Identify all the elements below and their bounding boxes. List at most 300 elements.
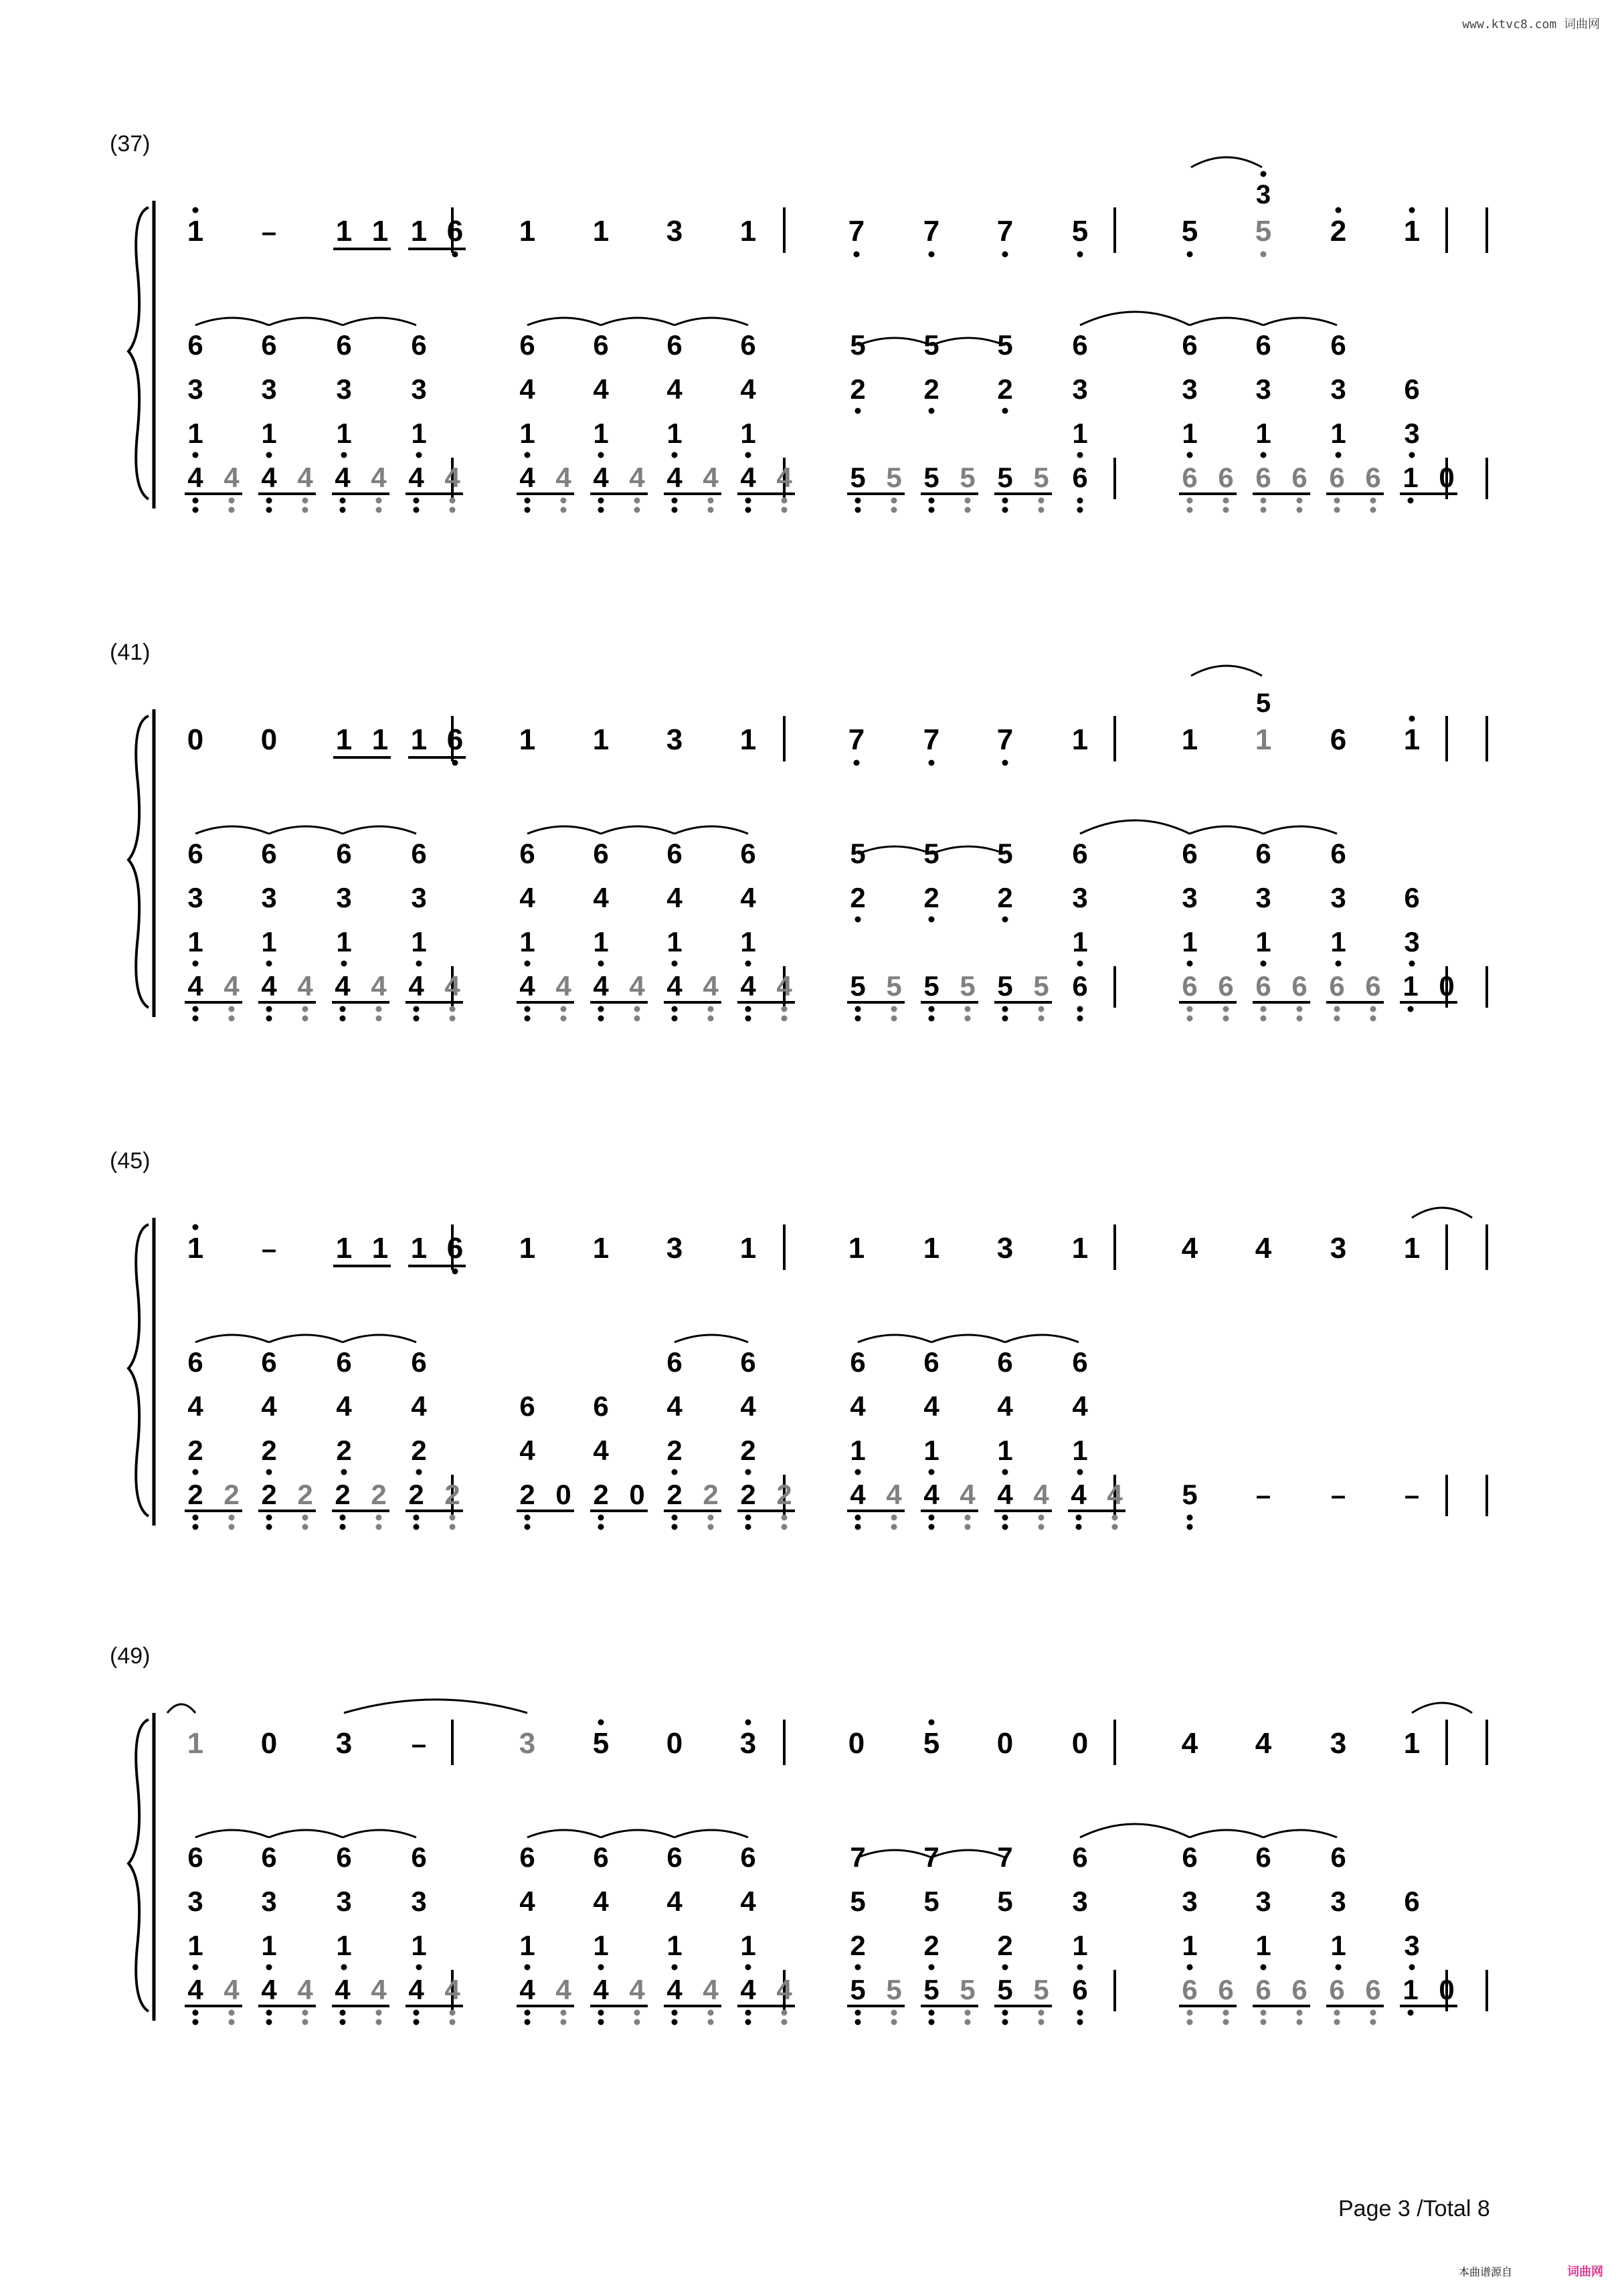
octave-dot <box>525 1524 531 1530</box>
chord-note: 3 <box>187 882 203 913</box>
octave-dot <box>193 1006 199 1012</box>
chord-note: 2 <box>740 1435 756 1466</box>
bass-note: 2 <box>371 1479 387 1510</box>
octave-dot <box>416 1965 422 1971</box>
melody-note: 3 <box>666 723 683 756</box>
octave-dot <box>302 1515 308 1521</box>
octave-dot <box>302 2019 308 2025</box>
octave-dot <box>525 1515 531 1521</box>
octave-dot <box>266 1965 272 1971</box>
score-system <box>128 666 1487 1022</box>
octave-dot <box>414 507 420 513</box>
chord-note: 1 <box>593 1930 609 1961</box>
octave-dot <box>1408 2010 1414 2016</box>
chord-note: 3 <box>261 1886 277 1917</box>
octave-dot <box>598 1515 604 1521</box>
bass-note: 4 <box>335 1974 351 2005</box>
octave-dot <box>782 1515 788 1521</box>
bass-note: 4 <box>666 970 683 1002</box>
melody-note: 0 <box>260 1727 278 1760</box>
bass-note: 5 <box>850 1974 866 2005</box>
bass-note: 0 <box>1439 1974 1455 2005</box>
octave-dot <box>1370 2019 1376 2025</box>
octave-dot <box>525 1965 531 1971</box>
bass-note: 5 <box>1033 462 1049 493</box>
chord-note: 6 <box>261 838 277 869</box>
chord-note: 3 <box>1330 882 1346 913</box>
octave-dot <box>708 498 714 504</box>
chord-note: 3 <box>411 882 427 913</box>
bass-note: 2 <box>776 1479 792 1510</box>
tie-arc <box>1191 157 1262 167</box>
bass-note: 2 <box>223 1479 240 1510</box>
octave-dot <box>745 1515 751 1521</box>
octave-dot <box>376 507 382 513</box>
octave-dot <box>229 1016 235 1022</box>
chord-note: 6 <box>1182 838 1198 869</box>
chord-note: 6 <box>261 1346 277 1378</box>
bass-note: 6 <box>1255 970 1271 1002</box>
octave-dot <box>376 1515 382 1521</box>
octave-dot <box>193 1965 199 1971</box>
bass-note: 6 <box>1072 970 1088 1002</box>
system-number: (45) <box>110 1148 151 1174</box>
chord-note: 4 <box>923 1390 939 1422</box>
octave-dot <box>929 1469 935 1475</box>
chord-note: 5 <box>850 838 866 869</box>
bass-note: 4 <box>593 970 609 1002</box>
octave-dot <box>929 1515 935 1521</box>
chord-note: 1 <box>850 1435 866 1466</box>
sustain-dash: – <box>411 1730 427 1759</box>
octave-dot <box>341 1965 347 1971</box>
octave-dot <box>1370 1016 1376 1022</box>
octave-dot <box>1261 1006 1267 1012</box>
octave-dot <box>672 507 678 513</box>
bass-note: 4 <box>555 462 571 493</box>
tie-arc <box>674 1335 748 1342</box>
chord-note: 6 <box>1330 838 1346 869</box>
bass-note: 4 <box>1033 1479 1049 1510</box>
melody-note: 0 <box>848 1727 865 1760</box>
octave-dot <box>414 2010 420 2016</box>
octave-dot <box>745 1720 751 1726</box>
octave-dot <box>598 1006 604 1012</box>
chord-note: 6 <box>850 1346 866 1378</box>
octave-dot <box>1039 1524 1045 1530</box>
melody-note: 1 <box>519 1232 536 1265</box>
chord-note: 6 <box>1072 1841 1088 1873</box>
chord-note: 1 <box>261 1930 277 1961</box>
octave-dot <box>1187 1515 1193 1521</box>
octave-dot <box>598 498 604 504</box>
octave-dot <box>965 498 971 504</box>
octave-dot <box>525 1006 531 1012</box>
bass-note: 5 <box>997 462 1013 493</box>
octave-dot <box>414 498 420 504</box>
octave-dot <box>1409 452 1415 458</box>
bass-note: 5 <box>923 462 939 493</box>
octave-dot <box>929 2019 935 2025</box>
chord-note: 3 <box>336 1886 352 1917</box>
melody-note: 1 <box>739 723 757 756</box>
bass-note: 5 <box>1033 970 1049 1002</box>
melody-note: 5 <box>923 1727 940 1760</box>
octave-dot <box>965 2019 971 2025</box>
chord-note: 6 <box>1404 882 1420 913</box>
octave-dot <box>340 507 346 513</box>
chord-note: 6 <box>187 838 203 869</box>
chord-note: 3 <box>1404 1930 1420 1961</box>
bass-note: 6 <box>1255 1974 1271 2005</box>
chord-note: 6 <box>519 329 535 361</box>
bass-note: 1 <box>1403 462 1419 493</box>
melody-note: 5 <box>1255 215 1272 248</box>
chord-note: 1 <box>666 926 683 957</box>
octave-dot <box>634 2019 640 2025</box>
tie-arc <box>343 318 416 325</box>
bass-note: 1 <box>1403 970 1419 1002</box>
octave-dot <box>416 961 422 967</box>
octave-dot <box>414 1006 420 1012</box>
octave-dot <box>1187 2019 1193 2025</box>
chord-note: 6 <box>666 1841 683 1873</box>
octave-dot <box>745 1016 751 1022</box>
bass-note: 6 <box>1365 1974 1381 2005</box>
bass-note: 5 <box>997 970 1013 1002</box>
octave-dot <box>1002 917 1008 923</box>
chord-note: 6 <box>519 1390 535 1422</box>
tie-arc <box>1190 318 1263 325</box>
chord-note: 3 <box>1182 882 1198 913</box>
chord-note: 7 <box>850 1841 866 1873</box>
octave-dot <box>525 507 531 513</box>
bass-note: 4 <box>519 462 535 493</box>
octave-dot <box>1039 1515 1045 1521</box>
octave-dot <box>891 507 897 513</box>
bass-note: 4 <box>297 1974 313 2005</box>
octave-dot <box>1409 961 1415 967</box>
bass-note: 5 <box>923 970 939 1002</box>
chord-note: 6 <box>740 329 756 361</box>
bass-note: 6 <box>1329 970 1345 1002</box>
octave-dot <box>1409 716 1415 722</box>
octave-dot <box>266 2010 272 2016</box>
chord-note: 4 <box>740 882 756 913</box>
tie-arc <box>858 1335 931 1342</box>
melody-note: 6 <box>446 1232 464 1265</box>
octave-dot <box>634 507 640 513</box>
score-system <box>128 1208 1487 1530</box>
bass-note: 5 <box>886 462 902 493</box>
melody-note: 1 <box>1403 1232 1421 1265</box>
octave-dot <box>1261 961 1267 967</box>
octave-dot <box>1002 507 1008 513</box>
bass-note: 2 <box>593 1479 609 1510</box>
bass-note: 4 <box>223 970 240 1002</box>
chord-note: 3 <box>411 1886 427 1917</box>
chord-note: 6 <box>411 838 427 869</box>
octave-dot <box>525 961 531 967</box>
bass-note: 5 <box>886 970 902 1002</box>
octave-dot <box>855 1965 861 1971</box>
chord-note: 3 <box>1255 882 1271 913</box>
bass-note: 2 <box>297 1479 313 1510</box>
octave-dot <box>525 498 531 504</box>
octave-dot <box>598 1016 604 1022</box>
octave-dot <box>891 498 897 504</box>
octave-dot <box>1336 207 1342 213</box>
chord-note: 2 <box>923 373 939 405</box>
bass-note: 4 <box>371 970 387 1002</box>
chord-note: 4 <box>593 1435 609 1466</box>
footer-source-label: 本曲谱源自 <box>1459 2266 1513 2278</box>
chord-note: 1 <box>336 926 352 957</box>
octave-dot <box>1334 2010 1340 2016</box>
chord-note: 1 <box>997 1435 1013 1466</box>
chord-note: 6 <box>519 1841 535 1873</box>
chord-note: 6 <box>411 1841 427 1873</box>
tie-arc <box>601 826 674 834</box>
sustain-dash: – <box>261 1235 277 1264</box>
octave-dot <box>929 408 935 414</box>
octave-dot <box>450 1515 456 1521</box>
tie-arc <box>1263 318 1337 325</box>
octave-dot <box>193 207 199 213</box>
chord-note: 1 <box>1182 418 1198 449</box>
chord-note: 5 <box>850 329 866 361</box>
octave-dot <box>1002 1524 1008 1530</box>
octave-dot <box>1297 1016 1303 1022</box>
octave-dot <box>561 1016 567 1022</box>
octave-dot <box>891 1515 897 1521</box>
bass-note: 2 <box>261 1479 277 1510</box>
melody-note: 0 <box>666 1727 683 1760</box>
chord-note: 5 <box>923 329 939 361</box>
chord-note: 1 <box>1255 418 1271 449</box>
melody-note: 1 <box>1403 1727 1421 1760</box>
chord-note: 1 <box>519 1930 535 1961</box>
melody-note: 6 <box>1330 723 1347 756</box>
bass-note: 6 <box>1182 462 1198 493</box>
octave-dot <box>266 1524 272 1530</box>
melody-note: 1 <box>410 723 428 756</box>
chord-note: 6 <box>336 329 352 361</box>
octave-dot <box>929 1006 935 1012</box>
octave-dot <box>1187 507 1193 513</box>
tie-arc <box>931 338 1005 345</box>
octave-dot <box>525 452 531 458</box>
octave-dot <box>450 1006 456 1012</box>
octave-dot <box>450 498 456 504</box>
octave-dot <box>745 1524 751 1530</box>
bass-note: 6 <box>1072 462 1088 493</box>
octave-dot <box>598 2010 604 2016</box>
bass-note: 4 <box>297 462 313 493</box>
octave-dot <box>340 1515 346 1521</box>
octave-dot <box>854 252 860 258</box>
octave-dot <box>1187 1016 1193 1022</box>
melody-note: 0 <box>996 1727 1014 1760</box>
octave-dot <box>1076 1524 1082 1530</box>
bass-note: 4 <box>666 1974 683 2005</box>
chord-note: 6 <box>923 1346 939 1378</box>
octave-dot <box>416 1469 422 1475</box>
octave-dot <box>229 507 235 513</box>
octave-dot <box>1297 1006 1303 1012</box>
octave-dot <box>1002 1006 1008 1012</box>
chord-note: 4 <box>1072 1390 1088 1422</box>
octave-dot <box>561 1006 567 1012</box>
octave-dot <box>1370 498 1376 504</box>
bass-note: 0 <box>1439 462 1455 493</box>
bass-note: 6 <box>1365 462 1381 493</box>
bass-note: 4 <box>444 462 460 493</box>
octave-dot <box>745 507 751 513</box>
chord-note: 6 <box>187 1841 203 1873</box>
octave-dot <box>1039 2019 1045 2025</box>
bass-note: 4 <box>187 462 203 493</box>
chord-note: 3 <box>187 373 203 405</box>
bass-note: 4 <box>408 462 424 493</box>
octave-dot <box>1002 760 1008 766</box>
octave-dot <box>891 1016 897 1022</box>
octave-dot <box>1039 1006 1045 1012</box>
bass-note: 4 <box>776 970 792 1002</box>
chord-note: 4 <box>261 1390 277 1422</box>
octave-dot <box>266 1469 272 1475</box>
octave-dot <box>1077 1006 1083 1012</box>
chord-note: 6 <box>740 1841 756 1873</box>
chord-note: 3 <box>261 373 277 405</box>
octave-dot <box>672 452 678 458</box>
chord-note: 1 <box>411 926 427 957</box>
octave-dot <box>193 1016 199 1022</box>
octave-dot <box>561 498 567 504</box>
octave-dot <box>1187 2010 1193 2016</box>
footer-site-logo: 词曲网 <box>1567 2265 1603 2279</box>
octave-dot <box>672 2010 678 2016</box>
bass-note: 4 <box>335 970 351 1002</box>
bass-note: 4 <box>593 462 609 493</box>
octave-dot <box>266 507 272 513</box>
chord-note: 3 <box>1072 373 1088 405</box>
chord-note: 5 <box>850 1886 866 1917</box>
octave-dot <box>450 1016 456 1022</box>
melody-note: 7 <box>996 723 1014 756</box>
octave-dot <box>376 498 382 504</box>
bass-note: 4 <box>187 970 203 1002</box>
octave-dot <box>855 1524 861 1530</box>
chord-note: 6 <box>336 1346 352 1378</box>
octave-dot <box>855 507 861 513</box>
octave-dot <box>561 2010 567 2016</box>
sustain-dash: – <box>261 217 277 247</box>
octave-dot <box>672 1524 678 1530</box>
octave-dot <box>1112 1524 1118 1530</box>
octave-dot <box>193 2010 199 2016</box>
melody-note: 1 <box>335 215 353 248</box>
chord-note: 4 <box>519 1435 535 1466</box>
chord-note: 1 <box>261 926 277 957</box>
octave-dot <box>1261 452 1267 458</box>
octave-dot <box>1077 498 1083 504</box>
octave-dot <box>193 1224 199 1230</box>
bass-note: 6 <box>1329 462 1345 493</box>
page-indicator: Page 3 /Total 8 <box>1338 2196 1490 2221</box>
octave-dot <box>672 961 678 967</box>
melody-note: 7 <box>848 723 865 756</box>
system-number: (49) <box>110 1643 151 1669</box>
octave-dot <box>193 507 199 513</box>
octave-dot <box>1187 1524 1193 1530</box>
octave-dot <box>1223 1016 1229 1022</box>
melody-note: 1 <box>410 1232 428 1265</box>
tie-arc <box>1412 1703 1472 1713</box>
bass-note: 0 <box>629 1479 645 1510</box>
tie-arc <box>195 826 269 834</box>
tie-arc <box>527 1830 601 1837</box>
chord-note: 3 <box>1255 373 1271 405</box>
melody-note: 1 <box>1403 215 1421 248</box>
octave-dot <box>229 2019 235 2025</box>
bass-note: 4 <box>223 1974 240 2005</box>
tie-arc <box>674 826 748 834</box>
bass-note: 0 <box>1439 970 1455 1002</box>
octave-dot <box>855 1515 861 1521</box>
tie-arc <box>858 846 931 854</box>
chord-note: 6 <box>411 329 427 361</box>
bass-note: 2 <box>335 1479 351 1510</box>
octave-dot <box>929 2010 935 2016</box>
chord-note: 6 <box>997 1346 1013 1378</box>
bass-note: 4 <box>408 1974 424 2005</box>
bass-note: 4 <box>776 462 792 493</box>
tie-arc <box>1191 666 1262 676</box>
octave-dot <box>708 1524 714 1530</box>
melody-note: 3 <box>1330 1232 1347 1265</box>
chord-note: 6 <box>1330 329 1346 361</box>
melody-note: 1 <box>1181 723 1198 756</box>
octave-dot <box>1336 1965 1342 1971</box>
octave-dot <box>1039 1016 1045 1022</box>
octave-dot <box>745 498 751 504</box>
bass-note: 5 <box>886 1974 902 2005</box>
melody-note: 1 <box>187 215 204 248</box>
chord-note: 4 <box>997 1390 1013 1422</box>
melody-note: 1 <box>848 1232 865 1265</box>
chord-note: 6 <box>1255 1841 1271 1873</box>
octave-dot <box>1002 1965 1008 1971</box>
chord-note: 1 <box>1072 1930 1088 1961</box>
bass-note: 4 <box>703 1974 719 2005</box>
chord-note: 3 <box>1182 373 1198 405</box>
octave-dot <box>1077 1016 1083 1022</box>
bass-note: 5 <box>1033 1974 1049 2005</box>
melody-note: 4 <box>1255 1727 1272 1760</box>
bass-note: 4 <box>261 462 277 493</box>
chord-note: 6 <box>740 838 756 869</box>
octave-dot <box>1297 2019 1303 2025</box>
bass-note: 4 <box>519 970 535 1002</box>
octave-dot <box>1261 252 1267 258</box>
chord-note: 4 <box>740 1886 756 1917</box>
octave-dot <box>929 1965 935 1971</box>
chord-note: 1 <box>187 1930 203 1961</box>
melody-note: 3 <box>519 1727 536 1760</box>
chord-note: 4 <box>850 1390 866 1422</box>
octave-dot <box>1334 1016 1340 1022</box>
